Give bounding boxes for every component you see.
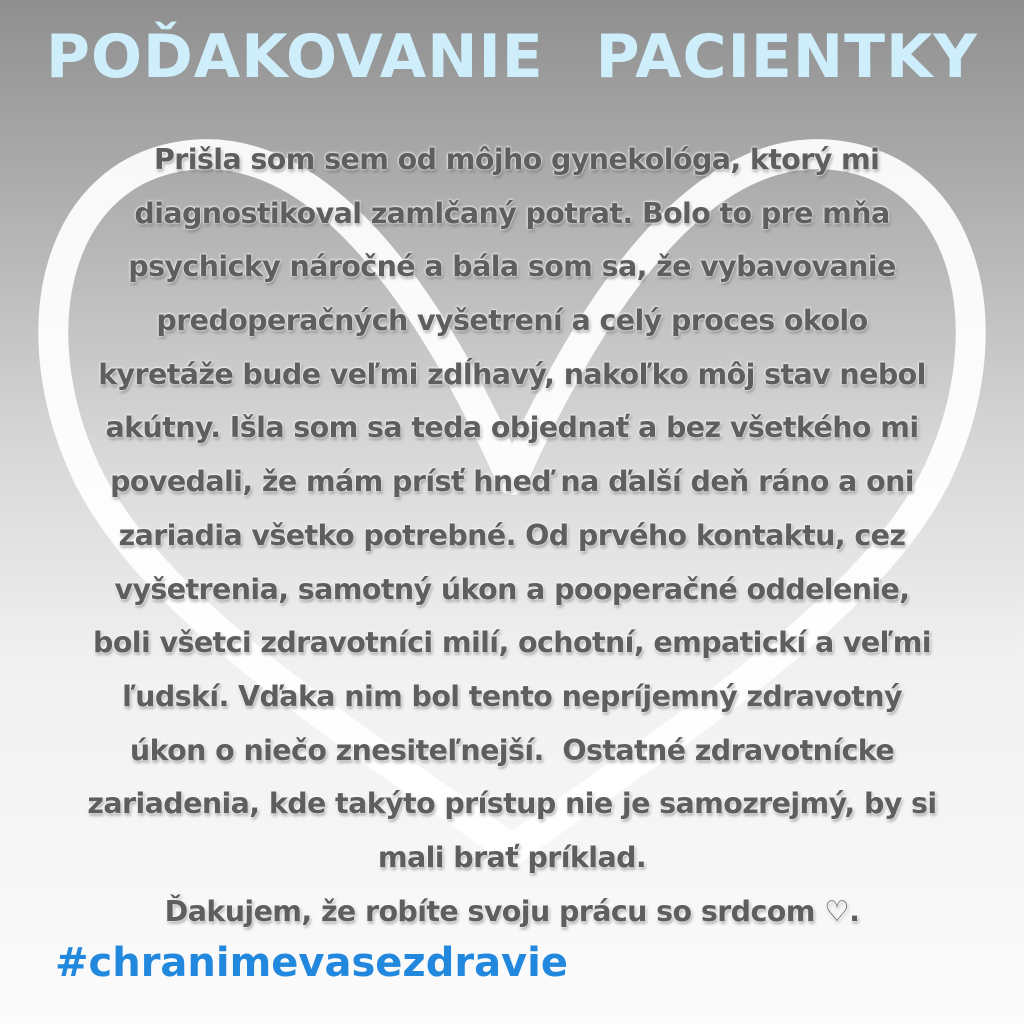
testimonial-text (20, 133, 1004, 938)
testimonial-line: akútny. Išla som sa teda objednať a bez všetkého mi (105, 411, 919, 445)
testimonial-line: Prišla som sem od môjho gynekológa, ktorý mi (144, 143, 880, 176)
testimonial-line: ľudskí. Vďaka nim bol tento nepríjemný zdravotný (122, 679, 902, 713)
testimonial-line: diagnostikoval zamlčaný potrat. Bolo to pre mňa (134, 196, 890, 230)
testimonial-line: zariadenia, kde takýto prístup nie je samozrejmý, by si (87, 787, 937, 821)
closing-line: Ďakujem, že robíte svoju prácu so srdcom ♡. (164, 894, 860, 928)
testimonial-line: mali brať príklad. (377, 840, 647, 874)
hashtag: #chranimevasezdravie (55, 940, 568, 986)
page-title: POĎAKOVANIE PACIENTKY (46, 22, 978, 92)
testimonial-line: psychicky náročné a bála som sa, že vybavovanie (128, 250, 896, 284)
testimonial-line: povedali, že mám prísť hneď na ďalší deň ráno a oni (110, 465, 914, 499)
testimonial-line: zariadia všetko potrebné. Od prvého kontaktu, cez (118, 518, 906, 552)
testimonial-line: vyšetrenia, samotný úkon a pooperačné oddelenie, (114, 572, 910, 606)
testimonial-line: predoperačných vyšetrení a celý proces okolo (156, 304, 868, 338)
testimonial-line: úkon o niečo znesiteľnejší. Ostatné zdravotnícke (129, 733, 895, 767)
testimonial-line: kyretáže bude veľmi zdĺhavý, nakoľko môj stav nebol (98, 357, 926, 391)
testimonial-line: boli všetci zdravotníci milí, ochotní, empatickí a veľmi (93, 626, 931, 660)
